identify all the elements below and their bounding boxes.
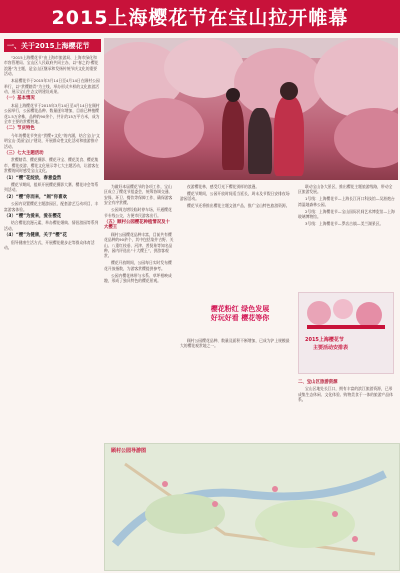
activity-heading: （1）“樱”花绽放，春意盎然 xyxy=(4,175,62,181)
article-column-1 xyxy=(4,55,100,565)
cherry-blossom-photo xyxy=(104,38,398,180)
slogan-line-1: 樱花粉红 绿色发展 xyxy=(210,305,270,313)
schedule-poster xyxy=(298,292,394,374)
article-paragraph: 樱花节期间，组织开展樱花摄影大赛、樱花诗会等系列活动。 xyxy=(4,182,99,193)
article-column-4 xyxy=(298,184,396,288)
article-paragraph: 樱花节期间，公园开放时间适当延长，周末及节假日安排夜场游园活动。 xyxy=(180,190,290,202)
subsection-heading: 二、宝山区旅游资源 xyxy=(298,380,338,385)
article-paragraph: 3号线：上海樱花节—罗店古镇—美兰湖景区。 xyxy=(305,220,384,226)
park-map-graphic xyxy=(105,444,399,570)
article-paragraph: 倡导健康生活方式，开展樱花健步走等群众体育活动。 xyxy=(4,239,95,251)
article-paragraph: 樱花节还将推出樱花主题文创产品，推广宝山特色旅游资源。 xyxy=(187,203,290,209)
slogan-block xyxy=(186,305,294,333)
article-paragraph: 2号线：上海樱花节—宝山国际民间艺术博览馆—上海玻璃博物馆。 xyxy=(298,208,395,220)
article-paragraph: 樱花开放期间，公园每日实时发布樱花开放指数，为游客赏樱提供参考。 xyxy=(104,260,172,271)
article-paragraph: 本届樱花节于2015年3月14日至4月14日在顾村公园举行，以“赏樱踏青”为主线，举办形式多样的文化旅游活动，展示宝山生态文明建设成果。 xyxy=(4,78,100,94)
article-column-4b xyxy=(298,378,396,440)
article-paragraph: 联动宝山各大景区，推出樱花主题旅游线路，带动全区旅游发展。 xyxy=(298,184,393,195)
section-heading-1: 一、关于2015上海樱花节 xyxy=(4,39,101,52)
map-title: 顾村公园导游图 xyxy=(111,448,147,454)
masthead-banner xyxy=(0,0,400,33)
article-column-3b xyxy=(180,338,292,438)
article-paragraph: 赏樱踏青、樱花摄影、樱花寻宝、樱花美食、樱花集市、樱花夜游、樱花文化展示等七大主题活动，让游客在赏樱的同时感受宝山文化。 xyxy=(4,157,99,174)
article-paragraph: 公园内樱花林带与水系、草坪相映成趣，形成了独具特色的樱花景观。 xyxy=(104,272,172,283)
article-paragraph: 宝山区地处长江口，拥有丰富的滨江旅游资源，已形成集生态休闲、文化体验、购物美食于一体的旅游产品体系。 xyxy=(298,386,393,403)
poster-graphic xyxy=(299,295,393,335)
article-paragraph: 为做好本届樱花节的各项工作，宝山区成立了樱花节组委会，统筹协调交通、安保、环卫、餐饮等保障工作，确保游客安全有序赏樱。 xyxy=(104,184,173,206)
article-paragraph: 顾村公园樱花品种、数量及面积不断增加，已成为沪上规模最大的樱花观赏地之一。 xyxy=(180,338,290,349)
park-map xyxy=(104,443,400,571)
article-paragraph: 夜游樱花林，感受灯光下樱花别样的浪漫。 xyxy=(187,184,260,189)
article-column-2 xyxy=(104,184,174,439)
article-paragraph: 顾村公园樱花品种丰富，目前共有樱花品种约90余个，其中包括染井吉野、关山、八重红枝垂、河津、普贤象等知名品种。园内评选出“十大樱王”，供游客观赏。 xyxy=(104,231,174,259)
article-paragraph: 今年的樱花节突出“赏樱+文化”的内涵，结合宝山“文明宝山·美丽宝山”建设，开展群众性文化活动和旅游推介活动。 xyxy=(4,132,100,149)
poster-subtitle: 主要活动安排表 xyxy=(313,345,349,351)
activity-heading: （2）“樱”你而来，“闹”你喜欢 xyxy=(4,194,67,200)
page-title: 2015上海樱花节在宝山拉开帷幕 xyxy=(51,7,349,29)
slogan-line-2: 好玩好看 樱花等你 xyxy=(210,314,270,322)
subsection-heading: （五）顾村公园樱花种植情况及十大樱王 xyxy=(104,219,170,231)
activity-heading: （3）“樱”为爱来，爱在樱花 xyxy=(4,214,62,220)
subsection-heading: （二）节庆特色 xyxy=(4,126,35,132)
article-paragraph: 结合樱花浪漫元素，举办樱花婚典、情侣游园等系列活动。 xyxy=(4,220,99,231)
article-paragraph: 公园周边增设临时停车场，开通樱花节专线公交，方便市民游客出行。 xyxy=(104,207,172,218)
article-paragraph: 公园内设置樱花主题游园区，配套游艺互动项目，丰富游客体验。 xyxy=(4,201,99,212)
article-paragraph: 本届上海樱花节于2015年3月14日至4月14日在顾村公园举行，公园樱花品种、数量逐年增加，目前已种植樱花1.5万余株，品种约90余个，共计约15万平方米，成为全市主要的赏樱胜地。 xyxy=(4,102,100,124)
subsection-heading: （三）七大主题活动 xyxy=(4,151,44,156)
article-paragraph: 1号线：上海樱花节—上海长江河口科技馆—吴淞炮台湾湿地森林公园。 xyxy=(298,196,395,207)
poster-title: 2015上海樱花节 xyxy=(305,337,344,343)
article-column-3 xyxy=(180,184,292,304)
article-paragraph: “2015上海樱花节”由上海市旅游局、上海市绿化和市容管理局、宝山区人民政府共同主办，以“春之约·樱花浪漫”为主题，是宝山区继承和发扬传统节庆文化的重要活动。 xyxy=(4,55,99,77)
subsection-heading: （一）基本情况 xyxy=(4,96,35,102)
activity-heading: （4）“樱”为健康，关于“樱”花 xyxy=(4,233,67,239)
